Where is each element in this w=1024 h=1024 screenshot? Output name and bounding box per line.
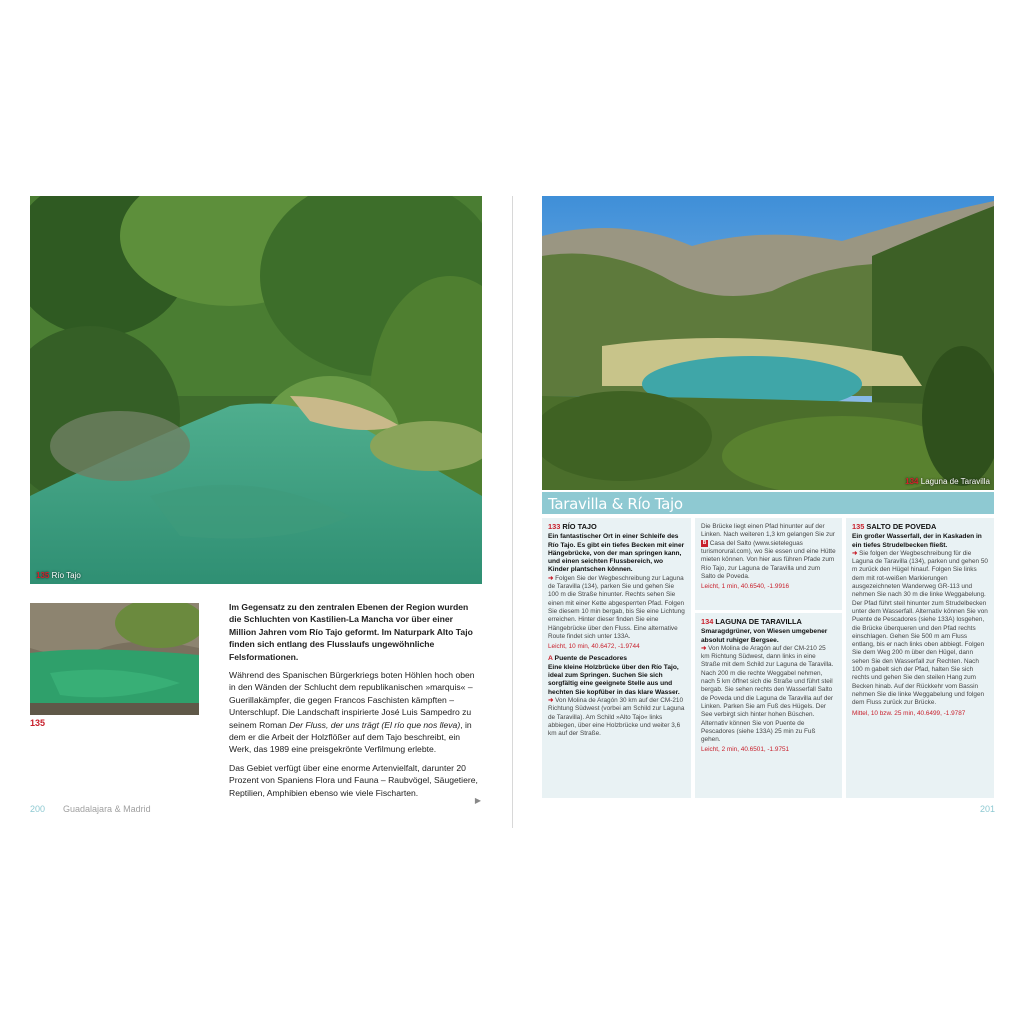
- sub-entry-title: Puente de Pescadores: [554, 655, 628, 663]
- continuation-meta: Leicht, 1 min, 40.6540, -1.9916: [701, 583, 790, 591]
- entry-number: 135: [852, 522, 865, 531]
- info-box-laguna-de-taravilla: [695, 613, 842, 798]
- entry-meta: Leicht, 2 min, 40.6501, -1.9751: [701, 746, 790, 754]
- entry-lead: Ein fantastischer Ort in einer Schleife des Río Tajo. Es gibt ein tiefes Becken mit einer Hängebrücke, von der man springen kann, und einen seichten Flussbereich, wo Kinder plantschen können.: [548, 533, 685, 574]
- directions-text: Folgen Sie der Wegbeschreibung zur Laguna de Taravilla (134), parken Sie und gehen Sie 100 m die Straße hinunter. Rechts sehen Sie einen mit einer Kette abgesperrten Pfad. Folgen Sie diesem 10 min bergab, bis Sie eine Lichtung erreichen. Hinter dieser finden Sie eine Hängebrücke über den Fluss. Eine alternative Route findet sich unter 133A.: [548, 574, 685, 640]
- intro-paragraph-3: Das Gebiet verfügt über eine enorme Artenvielfalt, darunter 20 Prozent von Spaniens Flora und Fauna – Raubvögel, Säugetiere, Reptilien, Amphibien ebenso wie viele Fischarten.: [229, 762, 478, 798]
- sub-entry-directions: [548, 697, 685, 738]
- rio-tajo-illustration: [30, 196, 482, 584]
- section-name: Guadalajara & Madrid: [63, 804, 151, 814]
- entry-lead: Smaragdgrüner, von Wiesen umgebener absolut ruhiger Bergsee.: [701, 628, 828, 644]
- intro-text: [229, 601, 481, 805]
- intro-paragraph-2: [229, 669, 481, 756]
- entry-heading: [852, 523, 988, 531]
- photo-small-label: 135: [30, 718, 46, 728]
- sub-directions-text: Von Molina de Aragón 30 km auf der CM-210 Richtung Südwest (vorbei am Schild zur Laguna de Taravilla). Am Schild »Alto Tajo« links abbiegen, über eine Holzbrücke und weiter 3,6 km auf der Straße.: [548, 696, 685, 738]
- direction-arrow-icon: ➜: [701, 644, 707, 652]
- place-marker-icon: B: [702, 539, 707, 546]
- directions-text: Sie folgen der Wegbeschreibung für die Laguna de Taravilla (134), parken und gehen 50 m zurück den Hügel hinauf. Folgen Sie links dem mit rot-weißen Markierungen ausgezeichneten Wanderweg GR-113 und nehmen Sie nach 30 m die linke Weggabelung. Der Pfad führt steil hinunter zum Strudelbecken unter dem Wasserfall. Alternativ können Sie von Puente de Pescadores (siehe 133A) losgehen, die Brücke überqueren und den Pfad rechts einschlagen. Gehen Sie 500 m am Fluss entlang, bis er nach links oben abbiegt. Folgen Sie dem Weg 200 m über den Hügel, dann sehen Sie den Wasserfall zur Rechten. Nach 100 m gabelt sich der Pfad, halten Sie sich rechts und gehen Sie den steilen Hang zum Becken hinab. Auf der Rückkehr vom Bassin nehmen Sie die linke Weggabelung und folgen dem Fluss zurück zur Brücke.: [852, 549, 988, 707]
- left-footer: [30, 804, 151, 814]
- entry-meta: Leicht, 10 min, 40.6472, -1.9744: [548, 643, 640, 651]
- page-gutter: [512, 196, 513, 828]
- direction-arrow-icon: ➜: [548, 696, 554, 704]
- entry-title: LAGUNA DE TARAVILLA: [715, 617, 802, 626]
- laguna-illustration: [542, 196, 994, 490]
- intro-lead: Im Gegensatz zu den zentralen Ebenen der Region wurden die Schluchten von Kastilien-La Mancha vor über einer Million Jahren vom Río Tajo geformt. Im Naturpark Alto Tajo finden sich entlang des Flusslaufs ungewöhnliche Felsformationen.: [229, 602, 473, 662]
- sub-entry-heading: [548, 655, 685, 663]
- entry-title: RÍO TAJO: [562, 522, 597, 531]
- entry-heading: [701, 618, 836, 626]
- sub-entry-lead: Eine kleine Holzbrücke über den Río Tajo, ideal zum Springen. Suchen Sie sich sorgfältig eine geeignete Stelle aus und hechten Sie kopfüber in das klare Wasser.: [548, 663, 680, 696]
- page-number-right: 201: [980, 804, 996, 814]
- p2-part-b: , in dem er die Arbeit der Holzflößer auf dem Tajo beschreibt, ein Werk, das 1989 eine preisgekrönte Verfilmung erlebte.: [229, 719, 472, 755]
- directions-text: Von Molina de Aragón auf der CM-210 25 km Richtung Südwest, dann links in eine Straße mit dem Schild zur Laguna de Taravilla. Nach 200 m die rechte Weggabel nehmen, nach 5 km öffnet sich die Straße und führt steil bergab. Sie sehen rechts den Wasserfall Salto de Poveda und die Laguna de Taravilla auf der Linken. Parken Sie am Fuß des Hügels. Der See verbirgt sich hinter hohen Büschen. Alternativ können Sie von Puente de Pescadores (siehe 133A) 25 min zu Fuß gehen.: [701, 644, 834, 744]
- direction-arrow-icon: ➜: [548, 574, 554, 582]
- info-box-continuation: [695, 518, 842, 610]
- novel-title: Der Fluss, der uns trägt (El río que nos lleva): [289, 719, 461, 730]
- info-box-salto-de-poveda: [846, 518, 994, 798]
- entry-directions: [548, 575, 685, 641]
- entry-title: SALTO DE POVEDA: [866, 522, 937, 531]
- photo-small-pool: [30, 603, 199, 715]
- entry-heading: [548, 523, 685, 531]
- photo-caption: [905, 477, 990, 486]
- entry-directions: [852, 550, 988, 708]
- entry-directions: [701, 645, 836, 745]
- p2-part-a: Während des Spanischen Bürgerkriegs boten Höhlen hoch oben in den Wänden der Schlucht dem republikanischen »marquis« – Guerillakämpfer, die gegen Francos Faschisten kämpften – Unterschlupf. Die Landschaft inspirierte José Luis Sampedro zu seinem Roman: [229, 670, 475, 730]
- continuation-text: [701, 523, 836, 581]
- entry-lead: Ein großer Wasserfall, der in Kaskaden in ein tiefes Strudelbecken fließt.: [852, 533, 982, 549]
- caption-number: 134: [905, 477, 919, 486]
- continue-arrow-icon: ▶: [474, 795, 481, 805]
- caption-number: 135: [36, 571, 50, 580]
- photo-rio-tajo: [30, 196, 482, 584]
- page-number-left: 200: [30, 804, 46, 814]
- direction-arrow-icon: ➜: [852, 549, 858, 557]
- sub-entry-letter: A: [548, 655, 553, 663]
- section-banner: [542, 492, 994, 514]
- caption-text: Río Tajo: [51, 571, 81, 580]
- continuation-part-b: Casa del Salto (www.sieteleguas turismorural.com), wo Sie essen und eine Hütte mieten können. Von hier aus führen Pfade zum Río Tajo, zur Laguna de Taravilla und zum Salto de Poveda.: [701, 539, 836, 580]
- section-banner-title: Taravilla & Río Tajo: [548, 495, 683, 513]
- continuation-part-a: Die Brücke liegt einen Pfad hinunter auf der Linken. Nach weiteren 1,3 km gelangen Sie zur: [701, 523, 835, 539]
- info-box-rio-tajo: [542, 518, 691, 798]
- entry-number: 134: [701, 617, 714, 626]
- caption-text: Laguna de Taravilla: [920, 477, 990, 486]
- pool-illustration: [30, 603, 199, 715]
- photo-laguna-de-taravilla: [542, 196, 994, 490]
- entry-number: 133: [548, 522, 561, 531]
- photo-caption: [36, 571, 81, 580]
- entry-meta: Mittel, 10 bzw. 25 min, 40.6499, -1.9787: [852, 709, 966, 717]
